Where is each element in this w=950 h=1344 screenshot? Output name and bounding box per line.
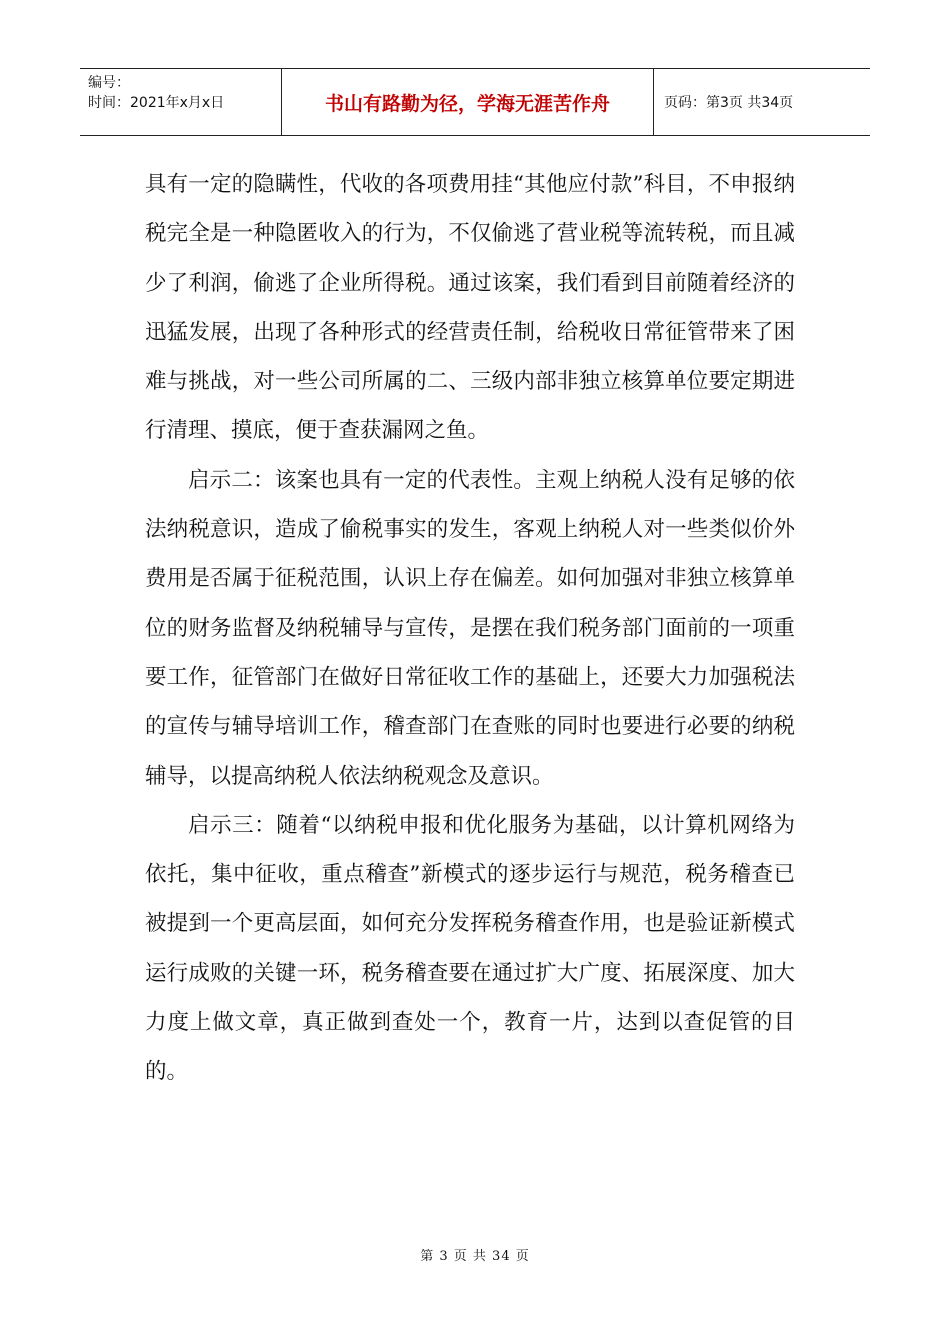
paragraph-insight-three: 启示三：随着“以纳税申报和优化服务为基础，以计算机网络为依托，集中征收，重点稽查”新模式的逐步运行与规范，税务稽查已被提到一个更高层面，如何充分发挥税务稽查作用，也是验证新模式运行成败的关键一环，税务稽查要在通过扩大广度、拓展深度、加大力度上做文章，真正做到查处一个，教育一片，达到以查促管的目的。 — [145, 812, 795, 1085]
header-meta — [80, 69, 282, 135]
document-body — [145, 160, 795, 1097]
paragraph-continued: 具有一定的隐瞒性，代收的各项费用挂“其他应付款”科目，不申报纳税完全是一种隐匿收入的行为，不仅偷逃了营业税等流转税，而且减少了利润，偷逃了企业所得税。通过该案，我们看到目前随着经济的迅猛发展，出现了各种形式的经营责任制，给税收日常征管带来了困难与挑战，对一些公司所属的二、三级内部非独立核算单位要定期进行清理、摸底，便于查获漏网之鱼。 — [145, 172, 795, 444]
paragraph-insight-two: 启示二：该案也具有一定的代表性。主观上纳税人没有足够的依法纳税意识，造成了偷税事实的发生，客观上纳税人对一些类似价外费用是否属于征税范围，认识上存在偏差。如何加强对非独立核算单位的财务监督及纳税辅导与宣传，是摆在我们税务部门面前的一项重要工作，征管部门在做好日常征收工作的基础上，还要大力加强税法的宣传与辅导培训工作，稽查部门在查账的同时也要进行必要的纳税辅导，以提高纳税人依法纳税观念及意识。 — [145, 467, 795, 789]
number-label: 编号： — [88, 75, 130, 91]
header-page-info: 页码：第3页 共34页 — [664, 95, 794, 111]
header-motto: 书山有路勤为径，学海无涯苦作舟 — [282, 69, 654, 135]
page-footer: 第 3 页 共 34 页 — [420, 1249, 530, 1264]
document-header — [80, 68, 870, 136]
date-label: 时间：2021年x月x日 — [88, 95, 225, 111]
